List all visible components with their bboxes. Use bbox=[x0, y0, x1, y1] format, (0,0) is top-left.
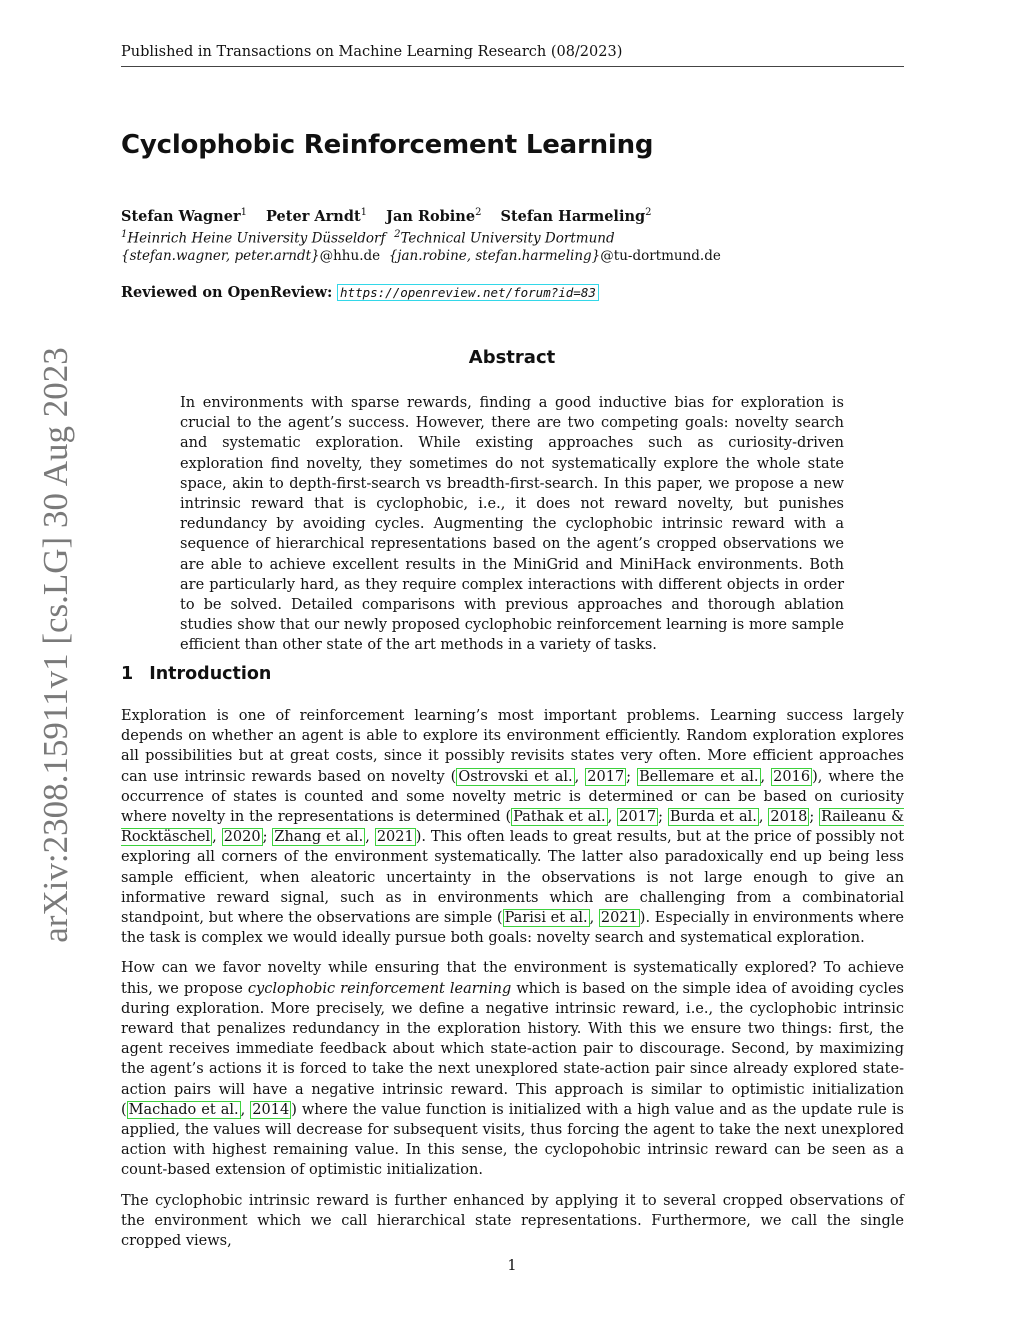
author: Stefan Harmeling$^2$ bbox=[500, 207, 652, 225]
page-number: 1 bbox=[507, 1258, 517, 1274]
author-emails: {stefan.wagner, peter.arndt}@hhu.de {jan.robine, stefan.harmeling}@tu-dortmund.de bbox=[121, 248, 721, 264]
affiliations: $^1$Heinrich Heine University Düsseldorf $^2$Technical University Dortmund bbox=[121, 229, 615, 247]
citation-link[interactable]: 2016 bbox=[773, 768, 811, 785]
citation-link[interactable]: Ostrovski et al. bbox=[458, 768, 573, 785]
citation-link[interactable]: Burda et al. bbox=[669, 809, 757, 826]
abstract-text: In environments with sparse rewards, finding a good inductive bias for exploration is crucial to the agent’s success. However, there are two competing goals: novelty search and systematic exploration. While existing approaches such as curiosity-driven exploration find novelty, they sometimes do not systematically explore the whole state space, akin to depth-first-search vs breadth-first-search. In this paper, we propose a new intrinsic reward that is cyclophobic, i.e., it does not reward novelty, but punishes redundancy by avoiding cycles. Augmenting the cyclophobic intrinsic reward with a sequence of hierarchical representations based on the agent’s cropped observations we are able to achieve excellent results in the MiniGrid and MiniHack environments. Both are particularly hard, as they require complex interactions with different objects in order to be solved. Detailed comparisons with previous approaches and thorough ablation studies show that our newly proposed cyclophobic reinforcement learning is more sample efficient than other state of the art methods in a variety of tasks. bbox=[180, 395, 844, 654]
citation-link[interactable]: 2017 bbox=[587, 768, 625, 785]
paragraph: The cyclophobic intrinsic reward is further enhanced by applying it to several cropped observations of the environment which we call hierarchical state representations. Furthermore, we call the single cropped views, bbox=[121, 1192, 904, 1250]
abstract-heading: Abstract bbox=[468, 347, 556, 368]
citation-link[interactable]: Bellemare et al. bbox=[639, 768, 759, 785]
paragraph: How can we favor novelty while ensuring that the environment is systematically explored? To achieve this, we propose cyclophobic reinforcement learning which is based on the simple idea of avoiding cycles during exploration. More precisely, we define a negative intrinsic reward, i.e., the cyclophobic intrinsic reward that penalizes redundancy in the exploration history. With this we ensure two things: first, the agent receives immediate feedback about which state-action pair to discourage. Second, by maximizing the agent’s actions it is forced to take the next unexplored state-action pair since already explored state-action pairs will have a negative intrinsic reward. This approach is similar to optimistic initialization ( Machado et al. , 2014 ) where the value function is initialized with a high value and as the update rule is applied, the values will decrease for subsequent visits, thus forcing the agent to take the next unexplored action with highest remaining value. In this sense, the cyclopohobic intrinsic reward can be seen as a count-based extension of optimistic initialization. bbox=[121, 960, 904, 1179]
citation-link[interactable]: 2021 bbox=[376, 829, 414, 846]
author: Peter Arndt$^1$ bbox=[266, 207, 368, 225]
citation-link[interactable]: Parisi et al. bbox=[504, 910, 588, 927]
citation-link[interactable]: Raileanu & Rocktäschel bbox=[121, 809, 905, 846]
openreview-link[interactable]: https://openreview.net/forum?id=83 bbox=[337, 284, 599, 301]
arxiv-watermark: arXiv:2308.15911v1 [cs.LG] 30 Aug 2023 bbox=[36, 347, 75, 943]
author-list bbox=[121, 207, 666, 225]
citation-link[interactable]: Machado et al. bbox=[128, 1101, 239, 1118]
paragraph: Exploration is one of reinforcement learning’s most important problems. Learning success largely depends on whether an agent is able to explore its environment efficiently. Random exploration explores all possibilities but at great costs, since it possibly revisits states very often. More efficient approaches can use intrinsic rewards based on novelty ( Ostrovski et al. , 2017 ; Bellemare et al. , 2016 ), where the occurrence of states is counted and some novelty metric is determined or can be based on curiosity where novelty in the representations is determined ( Pathak et al. , 2017 ; Burda et al. , 2018 ; Raileanu & Rocktäschel , 2020 ; Zhang et al. , 2021 ). This often leads to great results, but at the price of possibly not exploring all corners of the environment systematically. The latter also paradoxically end up being less sample efficient, when aleatoric uncertainty in the observations is not large enough to give an informative reward signal, such as in environments which are challenging from a combinatorial standpoint, but where the observations are simple ( Parisi et al. , 2021 ). Especially in environments where the task is complex we would ideally pursue both goals: novelty search and systematical exploration. bbox=[121, 708, 905, 947]
author: Jan Robine$^2$ bbox=[386, 207, 482, 225]
citation-link[interactable]: Pathak et al. bbox=[513, 809, 606, 826]
intro-body bbox=[121, 706, 904, 1261]
journal-header: Published in Transactions on Machine Learning Research (08/2023) bbox=[121, 44, 904, 67]
paper-title: Cyclophobic Reinforcement Learning bbox=[121, 130, 654, 160]
citation-link[interactable]: 2017 bbox=[619, 809, 657, 826]
citation-link[interactable]: 2014 bbox=[252, 1101, 290, 1118]
citation-link[interactable]: Zhang et al. bbox=[274, 829, 364, 846]
section-heading: 1 Introduction bbox=[121, 664, 272, 684]
author: Stefan Wagner$^1$ bbox=[121, 207, 247, 225]
citation-link[interactable]: 2020 bbox=[223, 829, 261, 846]
review-line: Reviewed on OpenReview: https://openreview.net/forum?id=83 bbox=[121, 284, 599, 301]
citation-link[interactable]: 2021 bbox=[600, 910, 638, 927]
citation-link[interactable]: 2018 bbox=[770, 809, 808, 826]
